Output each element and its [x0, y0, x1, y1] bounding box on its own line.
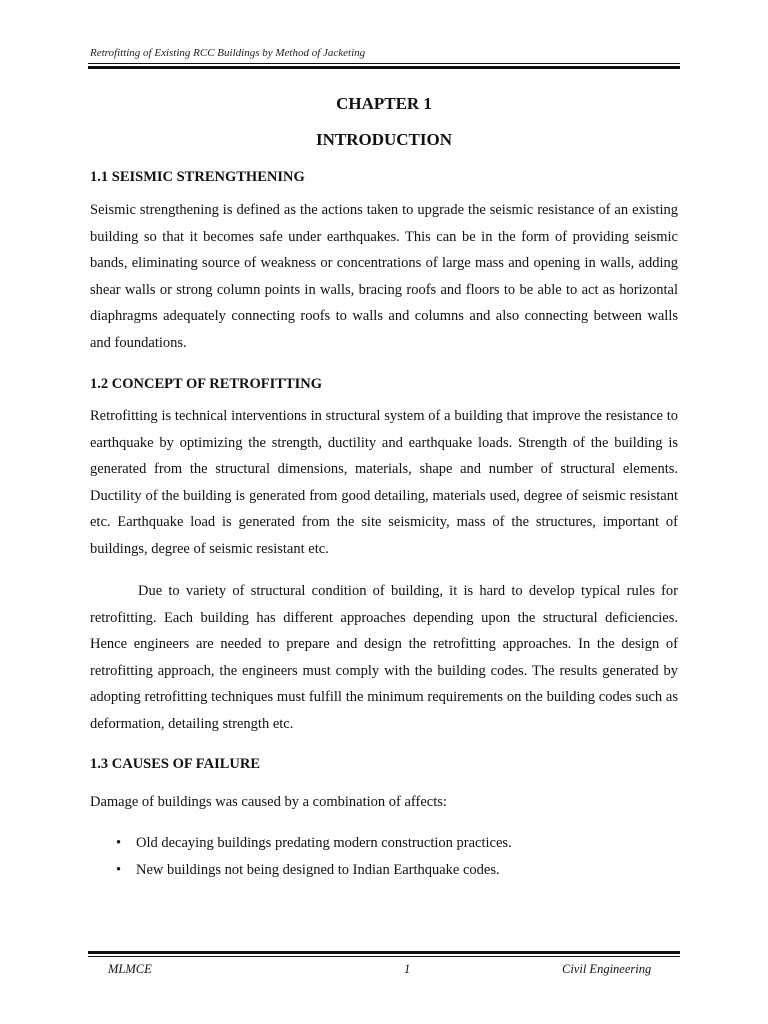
- footer-department: Civil Engineering: [562, 962, 652, 976]
- paragraph: Retrofitting is technical interventions in structural system of a building that improve the resistance to earthquake by optimizing the strength, ductility and earthquake loads. Strength of the building is generated from the structural dimensions, materials, shape and number of structural elements. Ductility of the building is generated from good detailing, materials used, degree of seismic resistant etc. Earthquake load is generated from the site seismicity, mass of the structures, important of buildings, degree of seismic resistant etc.: [90, 408, 678, 557]
- list-item: [116, 830, 676, 857]
- header-rule-thick: [88, 66, 680, 69]
- section-heading-1-2: 1.2 CONCEPT OF RETROFITTING: [90, 376, 323, 392]
- footer-rule-thick: [88, 951, 680, 954]
- bullet-icon: •: [116, 862, 122, 878]
- paragraph: Due to variety of structural condition of building, it is hard to develop typical rules for retrofitting. Each building has different approaches depending upon the structural deficiencies. Hence engineers are needed to prepare and design the retrofitting approaches. In the design of retrofitting approach, the engineers must comply with the building codes. The results generated by adopting retrofitting techniques must fulfill the minimum requirements on the building codes such as deformation, detailing strength etc.: [90, 583, 678, 732]
- bullet-icon: •: [116, 835, 122, 851]
- causes-list: [116, 830, 676, 884]
- chapter-number: CHAPTER 1: [336, 94, 432, 113]
- section-heading-1-3: 1.3 CAUSES OF FAILURE: [90, 756, 260, 772]
- list-item-text: Old decaying buildings predating modern construction practices.: [136, 835, 512, 851]
- footer-institution: MLMCE: [108, 962, 152, 976]
- section-1-3-intro: [90, 789, 678, 816]
- running-header: Retrofitting of Existing RCC Buildings by Method of Jacketing: [90, 47, 366, 59]
- footer-rule-thin: [88, 956, 680, 957]
- section-1-2-body: [90, 403, 678, 562]
- paragraph: Damage of buildings was caused by a combination of affects:: [90, 794, 447, 810]
- section-1-1-body: [90, 197, 678, 356]
- header-rule-thin: [88, 63, 680, 64]
- page-number: 1: [404, 962, 411, 976]
- section-heading-1-1: 1.1 SEISMIC STRENGTHENING: [90, 169, 305, 185]
- section-1-2-body-2: [90, 578, 678, 737]
- chapter-title: INTRODUCTION: [315, 130, 453, 149]
- list-item: [116, 857, 676, 884]
- paragraph: Seismic strengthening is defined as the actions taken to upgrade the seismic resistance of an existing building so that it becomes safe under earthquakes. This can be in the form of providing seismic bands, eliminating source of weakness or concentrations of large mass and opening in walls, adding shear walls or strong column points in walls, bracing roofs and floors to be able to act as horizontal diaphragms adequately connecting roofs to walls and columns and also connecting between walls and foundations.: [90, 202, 678, 351]
- list-item-text: New buildings not being designed to Indian Earthquake codes.: [136, 862, 500, 878]
